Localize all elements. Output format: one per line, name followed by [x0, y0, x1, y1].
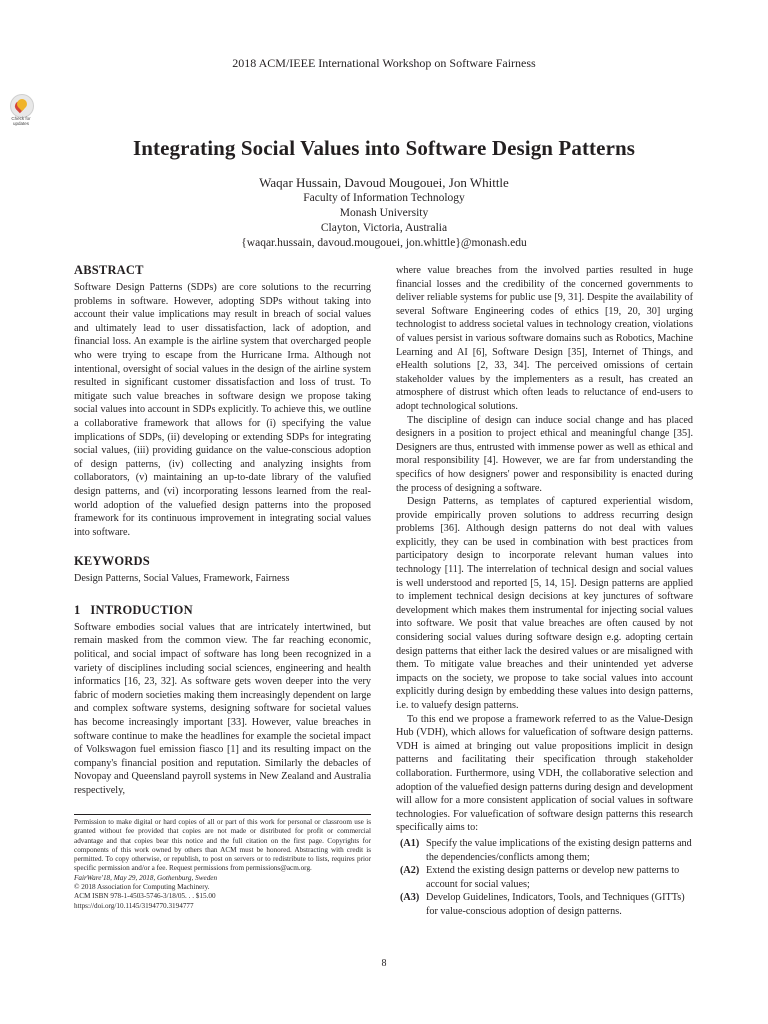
- copyright-footnote: [74, 814, 371, 911]
- affiliation-university: Monash University: [339, 207, 429, 219]
- abstract-text: Software Design Patterns (SDPs) are core solutions to the recurring problems in software. However, adopting SDPs without taking into account their value implications may result in breach of social values and ultimately lead to user dissatisfaction, lack of adoption, and financial loss. An example is the airline system that overcharged people who were trying to escape from the Hurricane Irma. Although not intentional, oversight of social values in the design of the airline system resulted in significant customer dissatisfaction and loss of trust. To mitigate such value breaches in software design we propose taking social values into account in SDPs explicitly. To achieve this, we outline a collaborative framework that allows for (i) specifying the value implications of SDPs, (ii) developing or extending SDPs for integrating social values, (iii) providing guidance on the value-conscious adoption of design patterns, (iv) collecting and analyzing insights from collaborators, (v) maintaining an up-to-date library of the valufied design patterns, and (vi) incorporating lessons learned from the real-world adoption of the valuefied design patterns into the proposed framework for its continuous improvement in integrating social values into software.: [74, 282, 371, 538]
- introduction-paragraph-1: Software embodies social values that are intricately intertwined, but remain masked from the common view. The far reaching economic, political, and social impact of software has long been recognized in a variety of disciplines including social sciences, engineering and health informatics [16, 23, 32]. As software gets woven deeper into the very fabric of modern societies making them increasingly dependent on large and complex software systems, designing software for societal values has become increasingly important [33]. However, value breaches in software continue to make the headlines for example the societal impact of Volkswagon fuel emission fiasco [1] and its resulting impact on the company's financial position and reputation. Similarly the debacles of Novopay and Queensland payroll systems in New Zealand and Australia respectively,: [74, 621, 371, 796]
- crossmark-icon: [10, 94, 34, 118]
- aim-item: [396, 837, 693, 864]
- design-patterns-paragraph: Design Patterns, as templates of captured experiential wisdom, provide empirically proven solutions to address recurring design problems [36]. Although design patterns do not deal with values explicitly, they can be used in combination with best practices from participatory design to incorporate relevant human values into technology [11]. The interrelation of technical design and social values is well understood and reported [5, 14, 15]. Design patterns are applied to implement technical design decisions at key junctures of software development which makes them instrumental for injecting social values into software. We posit that value breaches are often caused by not considering social values during software design e.g. adopting certain design patterns that either lack the desired values or are misaligned with them. To mitigate value breaches and their unintended yet adverse impacts on the society, we propose to take social values into account explicitly during design by embedding these values into design patterns, i.e. to valuefy design patterns.: [396, 496, 693, 711]
- doi-link[interactable]: https://doi.org/10.1145/3194770.3194777: [74, 901, 194, 910]
- affiliation-location: Clayton, Victoria, Australia: [320, 222, 448, 234]
- left-column: [74, 262, 371, 798]
- aim-label: (A1): [400, 837, 420, 849]
- isbn-line: ACM ISBN 978-1-4503-5746-3/18/05. . . $15.00: [74, 892, 216, 901]
- aim-text: Extend the existing design patterns or develop new patterns to account for social values;: [426, 865, 680, 890]
- design-discipline-paragraph: The discipline of design can induce social change and has placed designers in a position to project ethical and meaningful change [35]. Designers are thus, entrusted with immense power as well as ethical and moral responsibility [4]. However, we are far from understanding the specifics of how designers' power and responsibility is enacted during the process of designing a software.: [396, 414, 693, 494]
- authors: Waqar Hussain, Davoud Mougouei, Jon Whittle: [259, 175, 509, 190]
- page-number: 8: [381, 958, 387, 969]
- keywords-heading: KEYWORDS: [74, 554, 150, 569]
- copyright-line: © 2018 Association for Computing Machinery.: [74, 883, 210, 892]
- aims-list: [396, 837, 693, 919]
- aim-label: (A2): [400, 865, 420, 877]
- aim-text: Develop Guidelines, Indicators, Tools, and Techniques (GITTs) for value-conscious adoption of design patterns.: [426, 892, 685, 917]
- intro-continued-paragraph: where value breaches from the involved parties resulted in huge financial losses and the credibility of the concerned governments to deliver reliable systems for public use [9, 31]. Despite the availability of several Software Engineering codes of ethics [19, 20, 30] urging technologist to address societal values in technology creation, violations of values persist in various software domains such as Robotics, Machine Learning and AI [6], Software Design [35], Internet of Things, and eHealth solutions [2, 33, 34]. The perceived omissions of certain stakeholder values by the implementers as a result, has created an atmosphere of distrust which often leads to reluctance of end-users to adopt technological solutions.: [396, 265, 693, 412]
- aim-item: [396, 864, 693, 891]
- abstract-heading: ABSTRACT: [74, 263, 144, 277]
- introduction-heading: 1 INTRODUCTION: [74, 602, 193, 617]
- permission-notice: Permission to make digital or hard copies of all or part of this work for personal or classroom use is granted without fee provided that copies are not made or distributed for profit or commercial advantage and that copies bear this notice and the full citation on the first page. Copyrights for components of this work owned by others than ACM must be honored. Abstracting with credit is permitted. To copy otherwise, or republish, to post on servers or to redistribute to lists, requires prior specific permission and/or a fee. Request permissions from permissions@acm.org.: [74, 818, 371, 873]
- affiliation-faculty: Faculty of Information Technology: [303, 192, 465, 204]
- conference-info: FairWare'18, May 29, 2018, Gothenburg, Sweden: [74, 873, 218, 882]
- check-for-updates-badge[interactable]: [8, 94, 34, 126]
- venue-header: 2018 ACM/IEEE International Workshop on Software Fairness: [232, 56, 536, 70]
- aim-text: Specify the value implications of the existing design patterns and the dependencies/conflicts among them;: [426, 837, 692, 863]
- paper-title: Integrating Social Values into Software Design Patterns: [132, 136, 636, 160]
- badge-line-2: updates: [12, 121, 29, 126]
- badge-line-1: Check for: [11, 116, 31, 121]
- right-column: [396, 264, 693, 919]
- aim-label: (A3): [400, 892, 420, 904]
- vdh-paragraph: To this end we propose a framework referred to as the Value-Design Hub (VDH), which allows for valuefication of software design patterns. VDH is aimed at bringing out value propositions implicit in design patterns and facilitating their specification through stakeholder collaboration. Furthermore, using VDH, the collaborative selection and adoption of the valuefied design patterns during design and development will allow for a more consistent application of social values in software technologies. For valuefication of software design patterns this research specifically aims to:: [396, 713, 693, 834]
- affiliation-emails: {waqar.hussain, davoud.mougouei, jon.whittle}@monash.edu: [241, 237, 527, 249]
- aim-item: [396, 891, 693, 918]
- keywords-text: Design Patterns, Social Values, Framework, Fairness: [74, 573, 290, 585]
- badge-label: [8, 116, 34, 126]
